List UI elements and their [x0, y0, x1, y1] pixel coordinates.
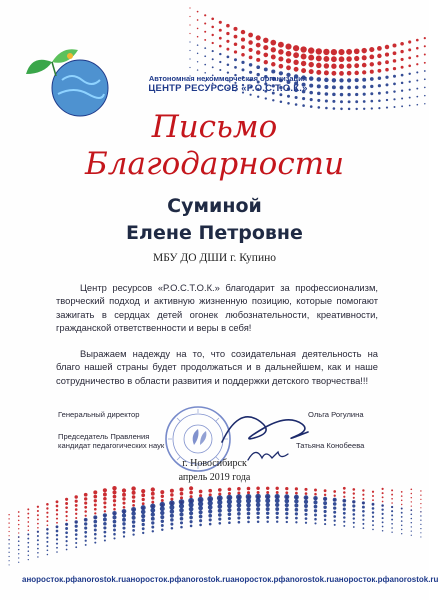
issue-date: апрель 2019 года [178, 472, 251, 483]
footer-link[interactable]: анорocток.рф [126, 575, 182, 584]
chair-name: Татьяна Конобеева [296, 441, 365, 450]
body-paragraph-1: Центр ресурсов «Р.О.С.Т.О.К.» благодарит за профессионализм, творческий подход и активную жизненную позицию, которые помогают зажигать в сердцах детей огонек любознательности, креативности, гражданской ответственности и веры в себя! [56, 282, 378, 333]
footer-link[interactable]: anorostok.ru [389, 575, 438, 584]
director-title: Генеральный директор [58, 410, 140, 419]
footer-link[interactable]: анорocток.рф [230, 575, 286, 584]
handwritten-signature [218, 402, 318, 466]
footer-link[interactable]: anorostok.ru [77, 575, 127, 584]
footer-link[interactable]: анорocток.рф [334, 575, 390, 584]
footer-links [22, 575, 438, 584]
title-line-2: Благодарности [84, 146, 345, 182]
recipient-institution: МБУ ДО ДШИ г. Купино [152, 252, 277, 264]
footer-link[interactable]: anorostok.ru [285, 575, 335, 584]
chair-degree: кандидат педагогических наук [58, 441, 165, 450]
title-line-1: Письмо [151, 109, 278, 145]
body-paragraph-2: Выражаем надежду на то, что созидательная деятельность на благо нашей страны будет продолжаться и в дальнейшем, как и наше сотрудничество в области развития и поддержки детского творчества!!! [56, 348, 378, 386]
issue-place: г. Новосибирск [182, 458, 247, 469]
director-name: Ольга Рогулина [308, 410, 364, 419]
recipient-surname: Суминой [167, 195, 262, 217]
recipient-name: Елене Петровне [126, 222, 303, 244]
chair-title: Председатель Правления [58, 432, 150, 441]
footer-link[interactable]: анорocток.рф [22, 575, 78, 584]
footer-link[interactable]: anorostok.ru [181, 575, 231, 584]
organization-subtitle: Автономная некоммерческая организация [148, 74, 308, 83]
organization-name: ЦЕНТР РЕСУРСОВ «Р.О.С.Т.О.К.» [148, 83, 308, 94]
